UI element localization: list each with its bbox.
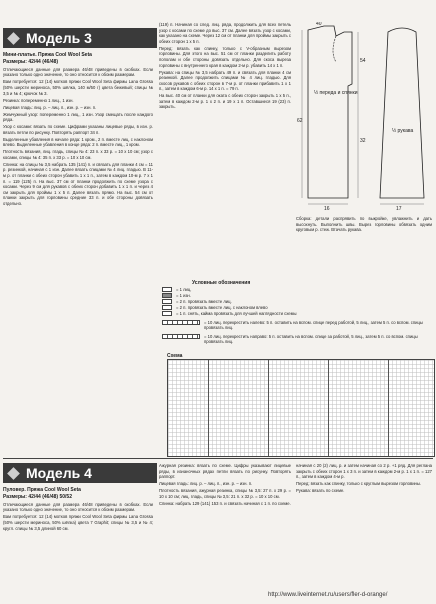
ssk-symbol-icon <box>162 305 172 310</box>
legend-cable-left-label: = 10 лиц. перекрестить налево: 5 п. оставить на вспом. спице перед работой, 5 лиц., затем 5 п. со вспом. спицы провязать лиц. <box>204 319 423 331</box>
model4-col3-p0: начиная с 20 (2) лиц. р. и затем начиная со 2 р. +1 ряд. Для реглана закрыть с обеих сторон 1 x 3 п. и затем в каждом 2-м р. 1 x 1 п. = 127 п., затем в каждом 4-м р. <box>296 463 432 480</box>
model3-col1-p5: Узор с косами: вязать по схеме. Цифрами указаны лицевые ряды, в изн. р. вязать петли по рисунку. Повторять раппорт 34 п. <box>3 124 153 135</box>
legend <box>162 281 432 345</box>
model3-col1-p6: Выделенные убавления в начале ряда: 1 кром., 2 п. вместе лиц. с наклоном влево. Выделенные убавления в конце ряда: 2 п. вместе лиц., 1 кром. <box>3 136 153 148</box>
model3-col2-p3: На выс. 40 см от планки для оката с обеих сторон закрыть 1 x 5 п., затем в каждом 2-м р. 1 x 2 п. и 19 x 1 п. Оставшиеся 19 (23) п. закрыть. <box>159 93 291 110</box>
legend-cable-right <box>162 334 432 345</box>
cable-left-symbol-icon <box>162 320 200 325</box>
model3-col2-p1: Перед: вязать как спинку, только с V-образным вырезом горловины. Для этого на выс. 51 см от планки разделить работу пополам и обе стороны довязать отдельно. Для скоса выреза горловины с внутреннего края в каждом 2-м р. убавить 14 x 1 п. <box>159 45 291 68</box>
chart-divider <box>388 360 389 456</box>
model3-col1-p3: Лицевая гладь: лиц. р. – лиц. п., изн. р. – изн. п. <box>3 104 97 110</box>
model4-col3 <box>296 463 432 495</box>
legend-title: Условные обозначения <box>192 280 251 286</box>
edge-symbol-icon <box>162 311 172 316</box>
model4-sizes: Размеры: 42/44 (46/48) 50/52 <box>3 494 72 501</box>
model4-col2-p1: Лицевая гладь: лиц. р. – лиц. п., изн. р. – изн. п. <box>159 481 253 487</box>
schema-dim-0: 62 <box>297 118 303 124</box>
knit-symbol-icon <box>162 287 172 292</box>
model4-subtitle: Пуловер. Пряжа Cool Wool Seta <box>3 487 81 493</box>
stitch-chart <box>167 359 435 457</box>
model3-col1-p7: Плотность вязания, лиц. гладь, спицы № 4: 23 п. x 33 р. = 10 x 10 см; узор с косами, спицы № 4: 35 п. x 33 р. = 10 x 10 см. <box>3 149 153 160</box>
model3-col2-p0: (119) п. Начиная со след. лиц. ряда, продолжить для всех петель узор с косами по схеме до выс. 37 см. Далее вязать узор с косами, как указано на схеме. Через 12 см от планки для проймы закрыть с обеих сторон 1 x 5 п. <box>159 22 291 44</box>
model4-col2-p2: Плотность вязания, ажурная резинка, спицы № 3,5: 27 п. x 29 р. = 10 x 10 см; лиц. гладь, спицы № 3,5: 21 п. x 32 р. = 10 x 10 см. <box>159 488 291 499</box>
legend-item-label: = 1 п. снять, кайма провязать для лучшей наглядности схемы <box>176 310 297 316</box>
model3-col2 <box>159 22 291 111</box>
model4-col3-p2: Рукава: вязать по схеме. <box>296 488 345 494</box>
model3-col1-p0: Отличающиеся данные для размера 46/48 приведены в скобках. Если указано только одно значение, то оно относится к обоим размерам. <box>3 66 153 78</box>
model3-col1-p1: Вам потребуется: 12 (14) мотков пряжи Cool Wool Seta фирмы Lana Grossa (50% шерсти мериноса, 50% шёлка, 140 м/50 г) цвета бежевый; спицы № 3,5 и № 4; крючок № 3. <box>3 79 153 96</box>
chart-title: Схема <box>167 353 183 359</box>
model3-col1-p2: Резинка: попеременно 1 лиц., 1 изн. <box>3 97 74 103</box>
model4-col3-p1: Перед: вязать как спинку, только с круглым вырезом горловины. <box>296 481 422 487</box>
cable-right-symbol-icon <box>162 334 200 339</box>
model3-col2-p2: Рукава: на спицы № 3,5 набрать 49 п. и связать для планки 4 см резинкой. Далее продолжить спицами № 4 лиц. гладью. Для скосов рукавов с обеих сторон в 7-м р. от планки прибавить 1 x 1 п., затем в каждом 6-м р. 14 x 1 п. = 79 п. <box>159 69 291 92</box>
legend-item-label: = 1 изн. <box>176 292 191 298</box>
model4-col1 <box>3 487 153 533</box>
legend-cable-right-label: = 10 лиц. перекрестить направо: 5 п. оставить на вспом. спице за работой, 5 лиц., затем 5 п. со вспом. спицы провязать лиц. <box>204 333 418 345</box>
model3-col3 <box>296 216 432 234</box>
schema-dim-2: 16 <box>324 206 330 212</box>
schema-dim-5: 32 <box>360 138 366 144</box>
model4-header <box>3 463 157 483</box>
model4-col1-p0: Отличающиеся данные для размера 46/48 приведены в скобках. Если указано только одно значение, то оно относится к обоим размерам. <box>3 501 153 513</box>
diamond-icon <box>7 32 20 45</box>
purl-symbol-icon <box>162 293 172 298</box>
model3-sizes: Размеры: 42/44 (46/48) <box>3 59 59 66</box>
schema-dim-3: 17 <box>396 206 402 212</box>
model4-col2-p3: Спинка: набрать 129 (141) 153 п. и связать начиная с 1 п. по схеме. <box>159 500 291 506</box>
chart-divider <box>328 360 329 456</box>
chart-divider <box>268 360 269 456</box>
source-url: http://www.liveinternet.ru/users/fler-d-orange/ <box>268 592 388 598</box>
model3-subtitle: Мини-платье. Пряжа Cool Wool Seta <box>3 52 92 58</box>
legend-item-label: = 2 п. провязать вместе лиц. с наклоном влево <box>176 304 268 310</box>
model3-header <box>3 28 157 48</box>
diamond-icon <box>7 467 20 480</box>
pattern-schematic <box>296 22 432 212</box>
schema-dim-4: 40 <box>316 22 322 27</box>
k2tog-symbol-icon <box>162 299 172 304</box>
schema-label-half: ½ переда и спинки <box>314 90 358 96</box>
legend-cable-left <box>162 320 432 331</box>
model3-col1-p4: Жемчужный узор: попеременно 1 лиц., 1 изн. Узор смещать после каждого ряда. <box>3 111 153 123</box>
model4-col1-p1: Вам потребуется: 12 (14) мотков пряжи Cool Wool Seta фирмы Lana Grossa (50% шерсти мериноса, 50% шёлка) цвета 7 Graphit; спицы № 3,5 и № 4; кругл. спицы № 3,5 длиной 60 см. <box>3 514 153 531</box>
model4-col2-p0: Ажурная резинка: вязать по схеме. Цифры указывают лицевые ряды, в изнаночных рядах петли вязать по рисунку. Повторять раппорт. <box>159 463 291 480</box>
schema-dim-1: 54 <box>360 58 366 64</box>
model4-title: Модель 4 <box>26 465 92 481</box>
chart-divider <box>208 360 209 456</box>
model3-col3-p0: Сборка: детали распрявить по выкройке, увлажнить и дать высохнуть. Выполнить швы. Вырез горловины обвязать одним круговым р. стеж. Втачать рукава. <box>296 216 432 233</box>
model3-col1-p8: Спинка: на спицы № 3,5 набрать 135 (141) п. и связать для планки 4 см = 11 р. резинкой, начиная с 1 изн. Далее вязать спицами № 4 лиц. гладью. В 11-м р. от планки с обеих сторон убавить 1 x 1 п., затем в каждом 10-м р. 7 x 1 п. = 119 (125) п. На выс. 37 см от планки продолжить по схеме узора с косами. Через 9 см для рукавов с обеих сторон добавить 1 x 1 п. и через 4 см закрыть для проймы 1 x 5 п. Далее вязать прямо. На выс. 54 см от планки закрыть для горловины средние 33 п. и обе стороны довязать отдельно. <box>3 161 153 206</box>
model3-col1 <box>3 52 153 208</box>
section-divider <box>3 458 433 459</box>
model3-title: Модель 3 <box>26 30 92 46</box>
schema-label-sleeve: ½ рукава <box>392 128 414 134</box>
legend-item-label: = 2 п. провязать вместе лиц. <box>176 298 232 304</box>
legend-item <box>162 311 432 317</box>
model4-col2 <box>159 463 291 508</box>
legend-item-label: = 1 лиц. <box>176 286 192 292</box>
